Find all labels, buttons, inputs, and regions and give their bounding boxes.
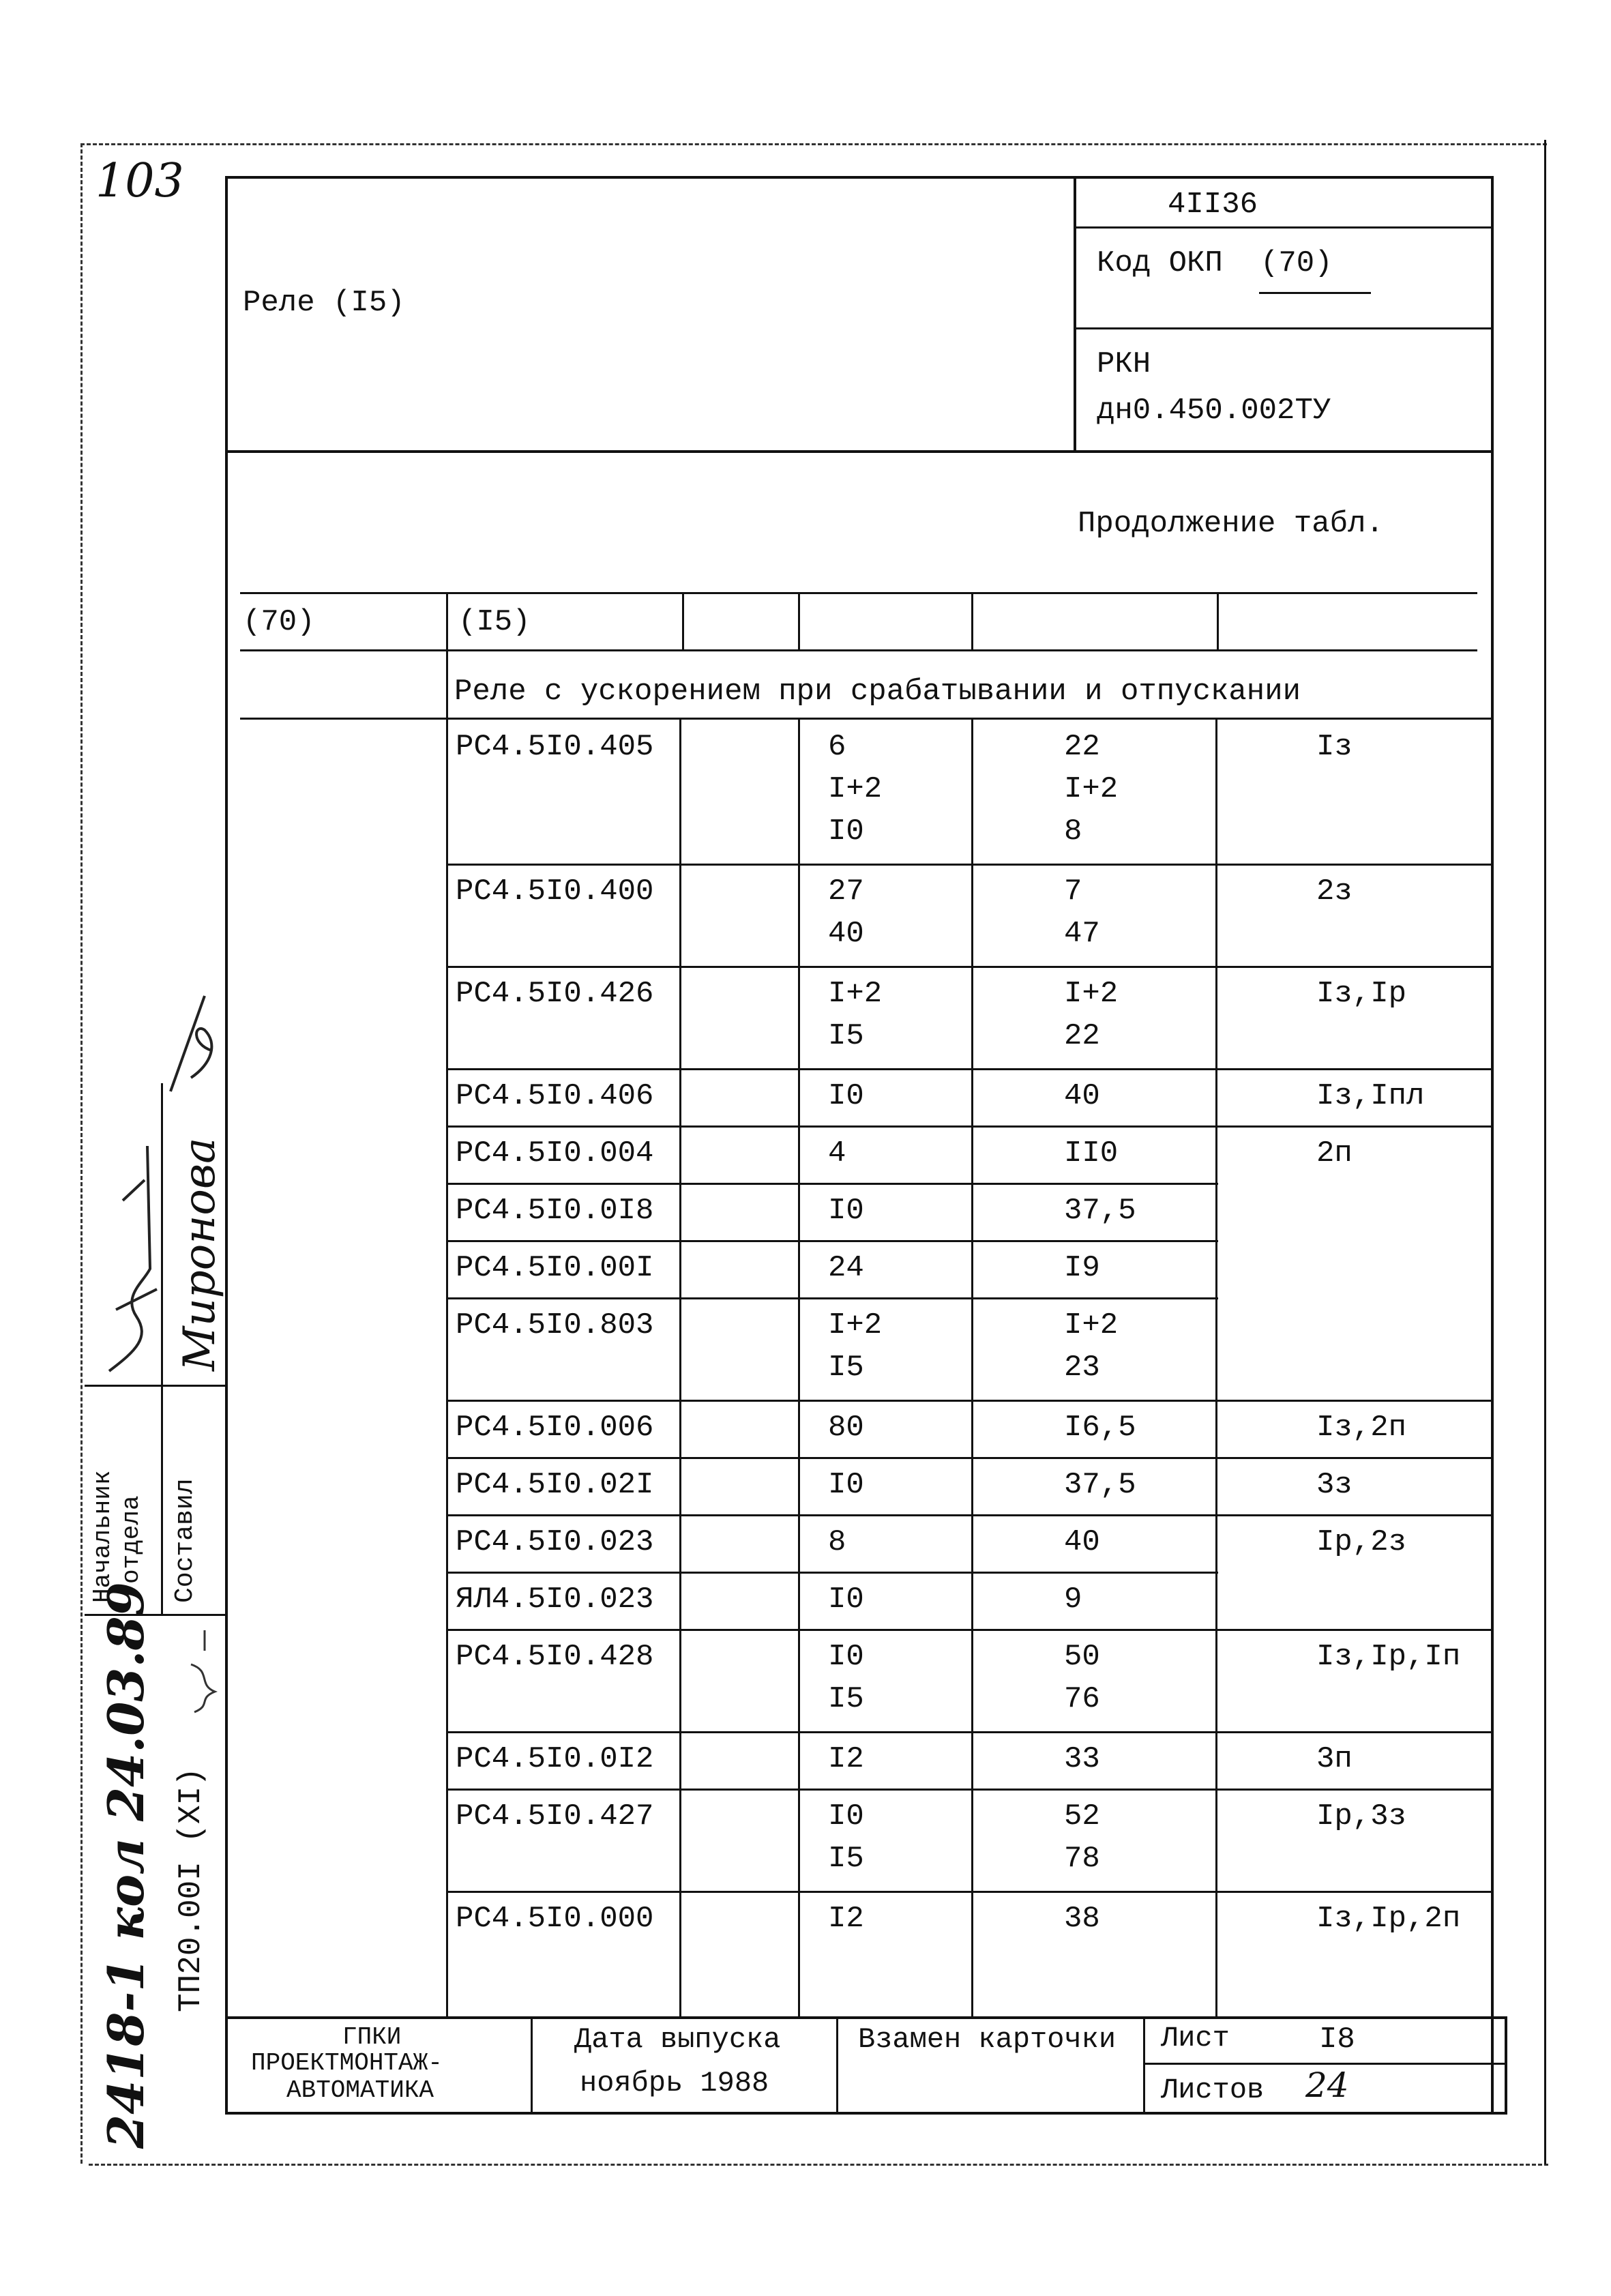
value-b: I6,5: [1064, 1411, 1136, 1445]
rkn-label: РКН: [1097, 347, 1151, 381]
table-col-line-3: [798, 719, 800, 2016]
footer-bottom: [225, 2112, 1507, 2115]
relay-designation: РС4.5I0.00I: [456, 1251, 654, 1285]
relay-designation: РС4.5I0.406: [456, 1079, 654, 1113]
value-b: 76: [1064, 1682, 1100, 1716]
frame-left: [225, 176, 228, 2115]
col-header-70: (70): [243, 605, 315, 639]
value-b: 9: [1064, 1583, 1082, 1617]
header-title: Реле (I5): [243, 286, 405, 320]
contact-config: 3п: [1316, 1742, 1353, 1776]
value-a: 27: [828, 874, 864, 909]
relay-designation: РС4.5I0.023: [456, 1525, 654, 1559]
col-header-15: (I5): [458, 605, 531, 639]
contact-config: 3з: [1316, 1468, 1353, 1502]
value-b: 52: [1064, 1799, 1100, 1834]
value-b: II0: [1064, 1136, 1119, 1171]
header-rule-2: [1074, 327, 1491, 329]
table-col-line-1: [446, 593, 448, 2016]
footer-sep-2: [836, 2016, 838, 2113]
stamp-code: ТП20.00І (ХІ): [173, 1767, 209, 2012]
footer-top: [225, 2016, 1507, 2019]
relay-designation: РС4.5I0.0I8: [456, 1194, 654, 1228]
col-sep-h3: [971, 593, 973, 651]
org-line-3: АВТОМАТИКА: [286, 2076, 434, 2104]
header-rule-1: [1074, 226, 1491, 229]
value-a: I+2: [828, 1308, 883, 1342]
row-rule: [447, 1240, 1218, 1242]
value-b: 38: [1064, 1902, 1100, 1936]
continuation-label: Продолжение табл.: [1078, 507, 1384, 541]
col-sep-h1: [682, 593, 684, 651]
value-a: I+2: [828, 977, 883, 1011]
sheets-value: 24: [1305, 2065, 1349, 2105]
contact-config: Iз,2п: [1316, 1411, 1407, 1445]
relay-designation: РС4.5I0.428: [456, 1640, 654, 1674]
relay-designation: РС4.5I0.426: [456, 977, 654, 1011]
contact-config: 2з: [1316, 874, 1353, 909]
relay-designation: РС4.5I0.427: [456, 1799, 654, 1834]
outer-border-top: [80, 143, 1547, 145]
page-number: 103: [95, 154, 184, 208]
header-divider: [1074, 176, 1076, 452]
contact-config: Iр,3з: [1316, 1799, 1407, 1834]
value-a: 6: [828, 730, 846, 764]
relay-designation: РС4.5I0.02I: [456, 1468, 654, 1502]
footer-right: [1505, 2016, 1507, 2115]
value-a: I5: [828, 1019, 864, 1053]
author-label: Составил: [171, 1478, 200, 1603]
relay-designation: РС4.5I0.803: [456, 1308, 654, 1342]
value-a: I0: [828, 1468, 864, 1502]
footer-sep-3: [1143, 2016, 1145, 2113]
row-rule: [447, 1789, 1491, 1791]
value-b: I+2: [1064, 772, 1119, 806]
table-header-bottom: [240, 649, 1477, 651]
value-a: I0: [828, 1640, 864, 1674]
contact-config: Iз,Iр,2п: [1316, 1902, 1461, 1936]
okp-underline: [1259, 292, 1371, 294]
row-rule: [447, 1400, 1491, 1402]
frame-right: [1491, 176, 1494, 2115]
value-a: I2: [828, 1902, 864, 1936]
relay-designation: РС4.5I0.004: [456, 1136, 654, 1171]
row-rule: [447, 1125, 1491, 1128]
outer-border-left: [80, 143, 83, 2164]
outer-border-right: [1544, 140, 1546, 2164]
value-b: I+2: [1064, 1308, 1119, 1342]
value-b: I+2: [1064, 977, 1119, 1011]
replace-label: Взамен карточки: [858, 2023, 1117, 2056]
contact-config: Iр,2з: [1316, 1525, 1407, 1559]
row-rule: [447, 1183, 1218, 1185]
org-line-2: ПРОЕКТМОНТАЖ-: [251, 2049, 443, 2077]
outer-border-bottom: [89, 2164, 1548, 2166]
sheet-label: Лист: [1161, 2022, 1230, 2055]
relay-designation: РС4.5I0.400: [456, 874, 654, 909]
frame-top: [225, 176, 1494, 179]
issue-value: ноябрь 1988: [580, 2067, 769, 2100]
value-a: I5: [828, 1682, 864, 1716]
relay-designation: ЯЛ4.5I0.023: [456, 1583, 654, 1617]
author-signature-name: Миронова: [175, 1137, 225, 1371]
value-b: 22: [1064, 730, 1100, 764]
sheets-label: Листов: [1161, 2074, 1265, 2106]
small-signature: [184, 1623, 225, 1719]
head-label-2: отдела: [117, 1495, 145, 1584]
value-b: 7: [1064, 874, 1082, 909]
relay-designation: РС4.5I0.0I2: [456, 1742, 654, 1776]
head-label-1: Начальник: [89, 1470, 117, 1603]
value-a: I0: [828, 1799, 864, 1834]
value-b: 22: [1064, 1019, 1100, 1053]
value-b: 50: [1064, 1640, 1100, 1674]
row-rule: [447, 1629, 1491, 1631]
row-rule: [447, 1297, 1218, 1299]
col-sep-h2: [798, 593, 800, 651]
value-a: I0: [828, 814, 864, 849]
value-a: 80: [828, 1411, 864, 1445]
head-signature: [95, 1064, 164, 1378]
value-b: 8: [1064, 814, 1082, 849]
row-rule: [447, 1457, 1491, 1459]
header-bottom: [225, 450, 1494, 453]
okp-value: (70): [1260, 246, 1333, 280]
row-rule: [447, 1572, 1218, 1574]
row-rule: [447, 1068, 1491, 1070]
value-a: I2: [828, 1742, 864, 1776]
value-a: I0: [828, 1079, 864, 1113]
value-b: 47: [1064, 917, 1100, 951]
value-a: I0: [828, 1583, 864, 1617]
row-rule: [447, 966, 1491, 968]
okp-label: Код ОКП: [1097, 246, 1223, 280]
section-title: Реле с ускорением при срабатывании и отпускании: [454, 675, 1301, 709]
row-rule: [447, 1731, 1491, 1733]
value-b: 37,5: [1064, 1468, 1136, 1502]
doc-code: 4II36: [1168, 188, 1258, 222]
footer-sheet-rule: [1143, 2063, 1506, 2065]
section-title-rule: [240, 718, 1491, 720]
row-rule: [447, 864, 1491, 866]
stamp-handwritten: 2418-1 кол 24.03.89: [97, 1582, 155, 2149]
contact-config: Iз,Iр,Iп: [1316, 1640, 1461, 1674]
contact-config: Iз,Iпл: [1316, 1079, 1425, 1113]
value-a: 40: [828, 917, 864, 951]
contact-config: Iз: [1316, 730, 1353, 764]
relay-designation: РС4.5I0.405: [456, 730, 654, 764]
org-line-1: ГПКИ: [342, 2023, 402, 2051]
value-a: I5: [828, 1842, 864, 1876]
value-a: I5: [828, 1351, 864, 1385]
relay-designation: РС4.5I0.000: [456, 1902, 654, 1936]
rkn-value: дн0.450.002ТУ: [1097, 394, 1331, 428]
value-a: 4: [828, 1136, 846, 1171]
value-b: 40: [1064, 1525, 1100, 1559]
value-a: I+2: [828, 772, 883, 806]
value-b: 23: [1064, 1351, 1100, 1385]
issue-label: Дата выпуска: [574, 2023, 781, 2056]
contact-config: 2п: [1316, 1136, 1353, 1171]
table-col-line-5: [1215, 719, 1217, 2016]
value-a: I0: [828, 1194, 864, 1228]
table-col-line-4: [971, 719, 973, 2016]
value-b: I9: [1064, 1251, 1100, 1285]
value-b: 33: [1064, 1742, 1100, 1776]
footer-sep-1: [531, 2016, 533, 2113]
value-a: 8: [828, 1525, 846, 1559]
value-b: 40: [1064, 1079, 1100, 1113]
author-signature: [164, 982, 225, 1105]
value-a: 24: [828, 1251, 864, 1285]
relay-designation: РС4.5I0.006: [456, 1411, 654, 1445]
col-sep-h4: [1217, 593, 1219, 651]
side-rule: [85, 1385, 225, 1387]
table-col-line-2: [679, 719, 681, 2016]
contact-config: Iз,Iр: [1316, 977, 1407, 1011]
value-b: 78: [1064, 1842, 1100, 1876]
row-rule: [447, 1891, 1491, 1893]
row-rule: [447, 1514, 1491, 1516]
table-header-top: [240, 592, 1477, 594]
value-b: 37,5: [1064, 1194, 1136, 1228]
sheet-value: I8: [1319, 2022, 1355, 2057]
